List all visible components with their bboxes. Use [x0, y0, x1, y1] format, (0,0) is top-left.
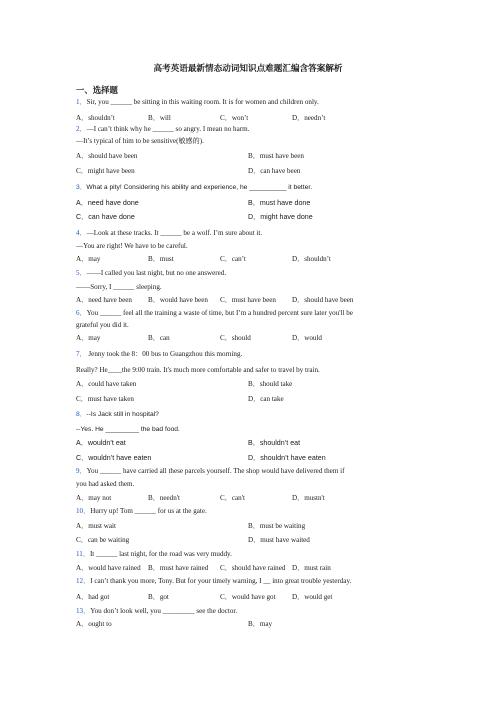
question-6-continuation: grateful you did it. [76, 321, 129, 329]
question-text: You don’t look well, you _________ see the doctor. [90, 607, 238, 615]
option-a: A．must wait [76, 522, 116, 530]
question-number: 7． [76, 350, 87, 358]
question-13 [76, 607, 237, 616]
question-number: 8． [76, 411, 87, 418]
option-a: A．may not [76, 494, 112, 502]
option-b: B．needn't [148, 494, 181, 502]
option-b: B．must have been [248, 152, 304, 160]
option-b: B．should take [248, 380, 293, 388]
option-a: A．need have done [76, 199, 139, 207]
question-text: Hurry up! Tom ______ for us at the gate. [90, 507, 207, 515]
option-b: B．may [248, 620, 273, 628]
question-text: --Is Jack still in hospital? [86, 411, 159, 418]
question-number: 5． [76, 269, 87, 277]
option-b: B．shouldn’t eat [248, 439, 301, 447]
question-number: 13． [76, 607, 91, 615]
question-number: 4． [76, 229, 87, 237]
option-a: A．wouldn’t eat [76, 439, 126, 447]
option-d: D．would [292, 334, 322, 342]
question-text: Jenny took the 8：00 bus to Guangzhou this morning. [86, 350, 243, 358]
question-11 [76, 550, 232, 559]
question-text: Sir, you ______ be sitting in this waiting room. It is for women and children only. [86, 98, 319, 106]
option-c: C．might have been [76, 167, 135, 175]
option-c: C．must have been [220, 296, 276, 304]
question-number: 9． [76, 467, 87, 475]
question-number: 3． [76, 184, 87, 191]
option-c: C．can't [220, 494, 245, 502]
question-9 [76, 467, 344, 476]
question-5-continuation: ——Sorry, I ______ sleeping. [76, 283, 162, 291]
option-b: B．must have rained [148, 564, 209, 572]
option-d: D．should have been [292, 296, 354, 304]
question-number: 11． [76, 550, 90, 558]
option-b: B．must [148, 255, 174, 263]
question-1 [76, 98, 319, 107]
option-c: C．can be waiting [76, 536, 130, 544]
question-number: 6． [76, 309, 87, 317]
question-text: You ______ have carried all these parcels yourself. The shop would have delivered them if [86, 467, 345, 475]
question-text: It ______ last night, for the road was very muddy. [89, 550, 232, 558]
option-b: B．must be waiting [248, 522, 306, 530]
question-8 [76, 410, 159, 419]
option-d: D．shouldn’t [292, 255, 331, 263]
question-10 [76, 507, 207, 516]
option-a: A．should have been [76, 152, 138, 160]
option-c: C．must have taken [76, 395, 134, 403]
option-d: D．must have waited [248, 536, 310, 544]
option-a: A．may [76, 334, 101, 342]
question-4 [76, 229, 262, 238]
option-d: D．can have been [248, 167, 301, 175]
question-7-continuation: Really? He____the 9:00 train. It's much more comfortable and safer to travel by train. [76, 366, 320, 374]
option-a: A．ought to [76, 620, 112, 628]
option-a: A．need have been [76, 296, 132, 304]
question-2-continuation: —It’s typical of him to be sensitive(敏感的). [76, 137, 204, 145]
section-heading: 一、选择题 [76, 86, 118, 95]
question-4-continuation: —You are right! We have to be careful. [76, 242, 188, 250]
option-c: C．can’t [220, 255, 246, 263]
question-3 [76, 183, 312, 192]
option-d: D．might have done [248, 213, 313, 221]
question-12 [76, 577, 351, 586]
option-a: A．had got [76, 593, 110, 601]
question-5 [76, 269, 226, 278]
option-a: A．could have taken [76, 380, 137, 388]
option-d: D．can take [248, 395, 284, 403]
question-number: 10． [76, 507, 91, 515]
option-c: C．wouldn’t have eaten [76, 454, 152, 462]
document-title: 高考英语最新情态动词知识点难题汇编含答案解析 [153, 63, 343, 73]
option-b: B．will [148, 114, 171, 122]
question-text: ——I called you last night, but no one answered. [86, 269, 227, 277]
option-a: A．shouldn’t [76, 114, 115, 122]
question-text: What a pity! Considering his ability and experience, he __________ it better. [86, 184, 313, 191]
question-8-continuation: --Yes. He _________ the bad food. [76, 426, 180, 433]
option-d: D．needn’t [292, 114, 326, 122]
option-d: D．must rain [292, 564, 331, 572]
question-text: —I can’t think why he ______ so angry. I mean no harm. [86, 125, 250, 133]
option-c: C．should [220, 334, 251, 342]
option-a: A．would have rained [76, 564, 141, 572]
question-number: 12． [76, 577, 91, 585]
question-number: 2． [76, 125, 87, 133]
question-6 [76, 309, 353, 318]
question-number: 1． [76, 98, 87, 106]
option-b: B．can [148, 334, 170, 342]
question-7 [76, 350, 242, 359]
option-c: C．can have done [76, 213, 135, 221]
option-b: B．got [148, 593, 169, 601]
option-c: C．should have rained [220, 564, 286, 572]
option-b: B．would have been [148, 296, 208, 304]
question-9-continuation: you had asked them. [76, 480, 135, 488]
option-d: D．shouldn’t have eaten [248, 454, 326, 462]
option-b: B．must have done [248, 199, 311, 207]
option-c: C．would have got [220, 593, 276, 601]
option-c: C．won’t [220, 114, 249, 122]
question-text: I can’t thank you more, Tony. But for your timely warning, I __ into great trouble yesterday. [90, 577, 352, 585]
question-2 [76, 125, 249, 134]
question-text: You ______ feel all the training a waste of time, but I’m a hundred percent sure later you'll be [86, 309, 353, 317]
option-d: D．mustn't [292, 494, 325, 502]
question-text: —Look at these tracks. It ______ be a wolf. I’m sure about it. [86, 229, 263, 237]
option-d: D．would get [292, 593, 333, 601]
option-a: A．may [76, 255, 101, 263]
